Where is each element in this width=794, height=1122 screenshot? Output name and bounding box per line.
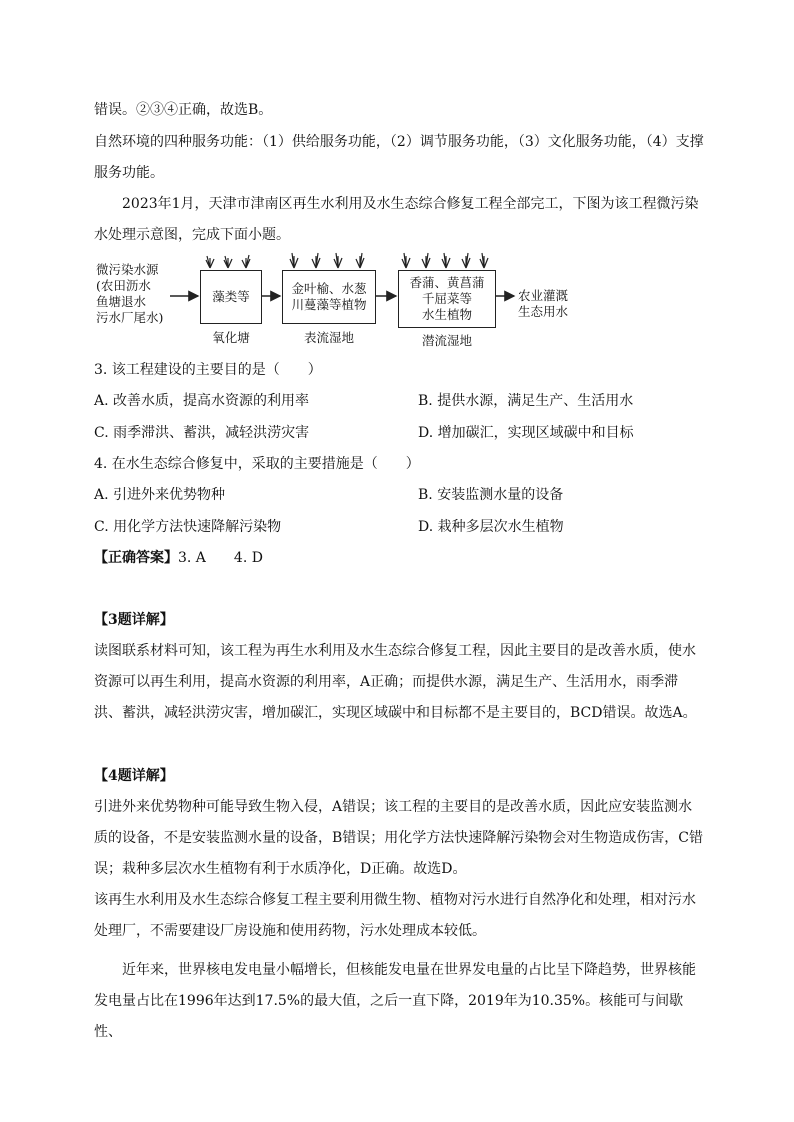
q3-option-c: C. 雨季滞洪、蓄洪，减轻洪涝灾害 (94, 425, 310, 441)
explanation-4-extra: 该再生水利用及水生态综合修复工程主要利用微生物、植物对污水进行自然净化和处理，相对污水处理厂，不需要建设厂房设施和使用药物，污水处理成本较低。 (94, 892, 696, 939)
surface-wetland-line: 金叶榆、水葱 (291, 281, 367, 296)
subsurface-wetland-label: 潜流湿地 (421, 333, 472, 348)
explanation-4-heading: 【4题详解】 (94, 768, 174, 784)
subsurface-wetland-line: 香蒲、黄菖蒲 (409, 275, 485, 290)
source-line: (农田沥水 (96, 278, 151, 293)
surface-wetland-box (282, 270, 376, 324)
answer-line (94, 543, 706, 574)
explanation-4-text: 引进外来优势物种可能导致生物入侵，A错误；该工程的主要目的是改善水质，因此应安装监测水质的设备，不是安装监测水量的设备，B错误；用化学方法快速降解污染物会对生物造成伤害，C错误；栽种多层次水生植物有利于水质净化，D正确。故选D。 (94, 799, 703, 877)
q3-option-d: D. 增加碳汇，实现区域碳中和目标 (418, 425, 634, 441)
explanation-3-text: 读图联系材料可知，该工程为再生水利用及水生态综合修复工程，因此主要目的是改善水质，使水资源可以再生利用，提高水资源的利用率，A正确；而提供水源，满足生产、生活用水，雨季滞洪、蓄洪，减轻洪涝灾害，增加碳汇，实现区域碳中和目标都不是主要目的，BCD错误。故选A。 (94, 643, 697, 721)
oxidation-pond-content: 藻类等 (212, 289, 250, 304)
subsurface-wetland-line: 千屈菜等 (421, 291, 472, 306)
paragraph-prev-answer: 错误。②③④正确，故选B。 (94, 102, 273, 118)
output-text (518, 288, 568, 320)
next-material-paragraph: 近年来，世界核电发电量小幅增长，但核能发电量在世界发电量的占比呈下降趋势，世界核能发电量占比在1996年达到17.5%的最大值，之后一直下降，2019年为10.35%。核能可与间歇性、 (94, 962, 696, 1040)
surface-wetland-label: 表流湿地 (303, 330, 354, 345)
source-line: 微污染水源 (96, 262, 159, 277)
q4-option-c: C. 用化学方法快速降解污染物 (94, 519, 282, 535)
source-line: 鱼塘退水 (96, 294, 147, 309)
question-4-stem: 4. 在水生态综合修复中，采取的主要措施是（ ） (94, 456, 420, 472)
explanation-3-heading: 【3题详解】 (94, 612, 174, 628)
water-treatment-diagram (94, 250, 599, 354)
q4-option-a: A. 引进外来优势物种 (94, 487, 226, 503)
paragraph-service-functions: 自然环境的四种服务功能：（1）供给服务功能，（2）调节服务功能，（3）文化服务功能，（4）支撑服务功能。 (94, 134, 704, 181)
oxidation-pond-box (200, 270, 262, 324)
surface-wetland-line: 川蔓藻等植物 (291, 297, 367, 312)
q3-option-a: A. 改善水质，提高水资源的利用率 (94, 393, 310, 409)
oxidation-pond-label: 氧化塘 (212, 330, 250, 345)
answer-text: 3. A 4. D (178, 550, 263, 566)
source-line: 污水厂尾水) (96, 310, 164, 325)
q3-option-b: B. 提供水源，满足生产、生活用水 (418, 393, 634, 409)
question-3-stem: 3. 该工程建设的主要目的是（ ） (94, 362, 322, 378)
q4-option-b: B. 安装监测水量的设备 (418, 487, 564, 503)
paragraph-material-intro: 2023年1月，天津市津南区再生水利用及水生态综合修复工程全部完工，下图为该工程微污染水处理示意图，完成下面小题。 (94, 196, 699, 243)
subsurface-wetland-line: 水生植物 (421, 307, 472, 322)
output-line: 生态用水 (518, 304, 569, 319)
subsurface-wetland-box (398, 270, 496, 328)
q4-option-d: D. 栽种多层次水生植物 (418, 519, 564, 535)
output-line: 农业灌溉 (518, 288, 569, 303)
source-text (96, 262, 163, 326)
plant-icons (206, 253, 488, 268)
answer-label: 【正确答案】 (94, 550, 178, 566)
